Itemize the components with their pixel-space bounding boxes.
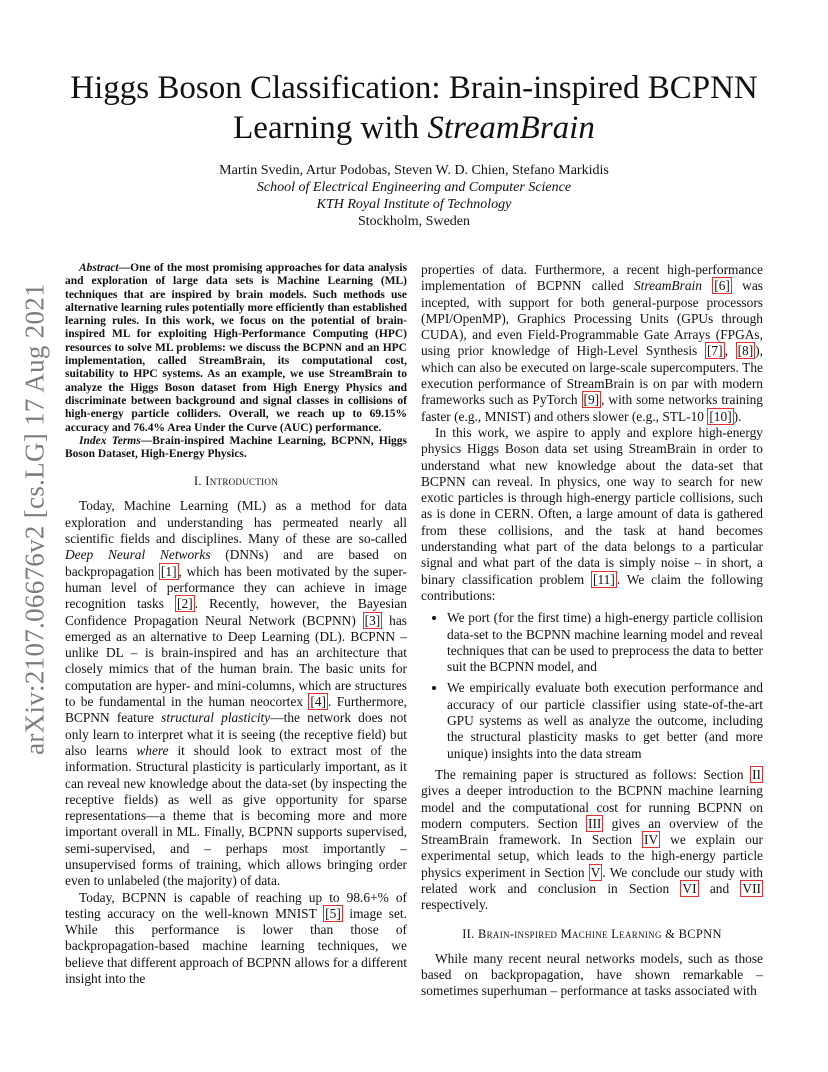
section-link[interactable]: VI (682, 880, 697, 896)
section-link[interactable]: III (588, 815, 602, 831)
citation-link[interactable]: [3] (364, 612, 381, 628)
author-location: Stockholm, Sweden (358, 214, 470, 229)
intro-paragraph-1: Today, Machine Learning (ML) as a method for data exploration and understanding has permeated nearly all scientific fields and disciplines. Many of these are so-called Deep Neural Networks (DNNs) and are based on backpropagation [1] , which has been motivated by the super-human level of performance they can achieve in image recognition tasks [2] . Recently, however, the Bayesian Confidence Propagation Neural Network (BCPNN) [3] has emerged as an alternative to Deep Learning (DL). BCPNN – unlike DL – is brain-inspired and has an architecture that closely mimics that of the human brain. The basic units for computation are hyper- and mini-columns, which are structures to be fundamental in the human neocortex [4] . Furthermore, BCPNN feature structural plasticity—the network does not only learn to interpret what it is seeing (the receptive field) but also learns where it should look to extract most of the information. Structural plasticity is particularly important, as it can reveal new knowledge about the data-set (by inspecting the receptive fields) as well as give opportunity for sparse representations—a theme that is becoming more and more important overall in ML. Finally, BCPNN supports supervised, semi-supervised, and – perhaps most importantly – unsupervised forms of training, which allows bringing order even to unlabeled (the majority) of data. (65, 498, 408, 889)
abstract-label: Abstract (79, 262, 119, 274)
citation-link[interactable]: [11] (593, 571, 615, 587)
section-heading-introduction: I. Introduction (193, 474, 279, 489)
right-paragraph-4: While many recent neural networks models, such as those based on backpropagation, have shown remarkable – sometimes superhuman – performance at tasks associated with (421, 950, 763, 999)
section-link[interactable]: IV (644, 832, 659, 848)
author-institute: KTH Royal Institute of Technology (316, 197, 512, 212)
citation-link[interactable]: [9] (583, 392, 600, 408)
citation-link[interactable]: [8] (737, 343, 754, 359)
title-line-1: Higgs Boson Classification: Brain-inspired BCPNN (70, 70, 758, 106)
index-terms-label: Index Terms (79, 434, 141, 447)
citation-link[interactable]: [1] (160, 563, 177, 579)
section-link[interactable]: V (590, 864, 601, 880)
abstract (65, 262, 407, 435)
arxiv-sidebar (6, 284, 64, 754)
right-paragraph-3: The remaining paper is structured as follows: Section II gives a deeper introduction to the BCPNN machine learning model and the computational cost for running BCPNN on modern computers. Section III gives an overview of the StreamBrain framework. In Section IV we explain our experimental setup, which leads to the high-energy particle physics experiment in Section V . We conclude our study with related work and conclusion in Section VI and VII respectively. (421, 766, 764, 913)
index-terms-text: —Brain-inspired Machine Learning, BCPNN, Higgs Boson Dataset, High-Energy Physics. (65, 434, 407, 461)
contribution-item: • We empirically evaluate both execution performance and accuracy of our particle classifier using state-of-the-art GPU systems as well as analyze the outcome, including the structural plasticity masks to get better (and more unique) insights into the data stream (447, 680, 763, 761)
author-school: School of Electrical Engineering and Computer Science (256, 180, 572, 195)
citation-link[interactable]: [4] (310, 694, 327, 710)
section-link[interactable]: VII (742, 880, 762, 896)
citation-link[interactable]: [2] (177, 596, 193, 612)
section-heading-bcpnn: II. Brain-inspired Machine Learning & BCPNN (462, 926, 722, 941)
citation-link[interactable]: [5] (325, 905, 341, 921)
right-column (421, 262, 763, 999)
title-line-2-prefix: Learning with (233, 110, 428, 146)
contributions-list (421, 610, 763, 762)
citation-link[interactable]: [6] (714, 278, 730, 294)
citation-link[interactable]: [7] (706, 343, 723, 359)
arxiv-identifier: arXiv:2107.06676v2 [cs.LG] 17 Aug 2021 (19, 283, 50, 755)
right-paragraph-1: properties of data. Furthermore, a recent high-performance implementation of BCPNN called StreamBrain [6] was incepted, with support for both general-purpose processors (MPI/OpenMP), Graphics Processing Units (GPUs through CUDA), and even Field-Programmable Gate Arrays (FPGAs, using prior knowledge of High-Level Synthesis [7] , [8] ), which can also be executed on large-scale supercomputers. The execution performance of StreamBrain is on par with modern frameworks such as PyTorch [9] , with some networks training faster (e.g., MNIST) and others slower (e.g., STL-10 [10] ). (421, 262, 763, 424)
title-line-2-emphasis: StreamBrain (427, 110, 595, 146)
abstract-text: —One of the most promising approaches for data analysis and exploration of large data sets is Machine Learning (ML) techniques that are inspired by brain models. Such methods use alternative learning rules potentially more efficiently than established learning rules. In this work, we focus on the potential of brain-inspired ML for exploiting High-Performance Computing (HPC) resources to solve ML problems: we discuss the BCPNN and an HPC implementation, called StreamBrain, its computational cost, suitability to HPC systems. As an example, we use StreamBrain to analyze the Higgs Boson dataset from High Energy Physics and discriminate between background and signal classes in collisions of high-energy particle colliders. Overall, we reach up to 69.15% accuracy and 76.4% Area Under the Curve (AUC) performance. (65, 262, 407, 434)
citation-link[interactable]: [10] (709, 408, 732, 424)
intro-paragraph-2: Today, BCPNN is capable of reaching up to 98.6+% of testing accuracy on the well-known MNIST [5] image set. While this performance is lower than those of backpropagation-based machine learning techniques, we believe that different approach of BCPNN allows for a different insight into the (65, 889, 407, 987)
right-paragraph-2: In this work, we aspire to apply and explore high-energy physics Higgs Boson data set using StreamBrain in order to understand what new knowledge about the data-set that BCPNN can reveal. In physics, one way to search for new exotic particles is through high-energy particle collisions, such as is done in CERN. Often, a large amount of data is gathered from these collisions, and the task at hand becomes understanding what part of the data belongs to a particular signal and what part of the data is simply noise – in short, a binary classification problem [11] . We claim the following contributions: (421, 424, 763, 603)
index-terms (65, 435, 407, 462)
contribution-item: • We port (for the first time) a high-energy particle collision data-set to the BCPNN machine learning model and reveal techniques that can be used to preprocess the data to better suit the BCPNN model, and (447, 610, 763, 675)
paper-title (40, 68, 788, 148)
section-link[interactable]: II (752, 766, 761, 782)
author-names: Martin Svedin, Artur Podobas, Steven W. D. Chien, Stefano Markidis (219, 163, 609, 178)
left-column (65, 262, 407, 987)
author-block (40, 162, 788, 230)
